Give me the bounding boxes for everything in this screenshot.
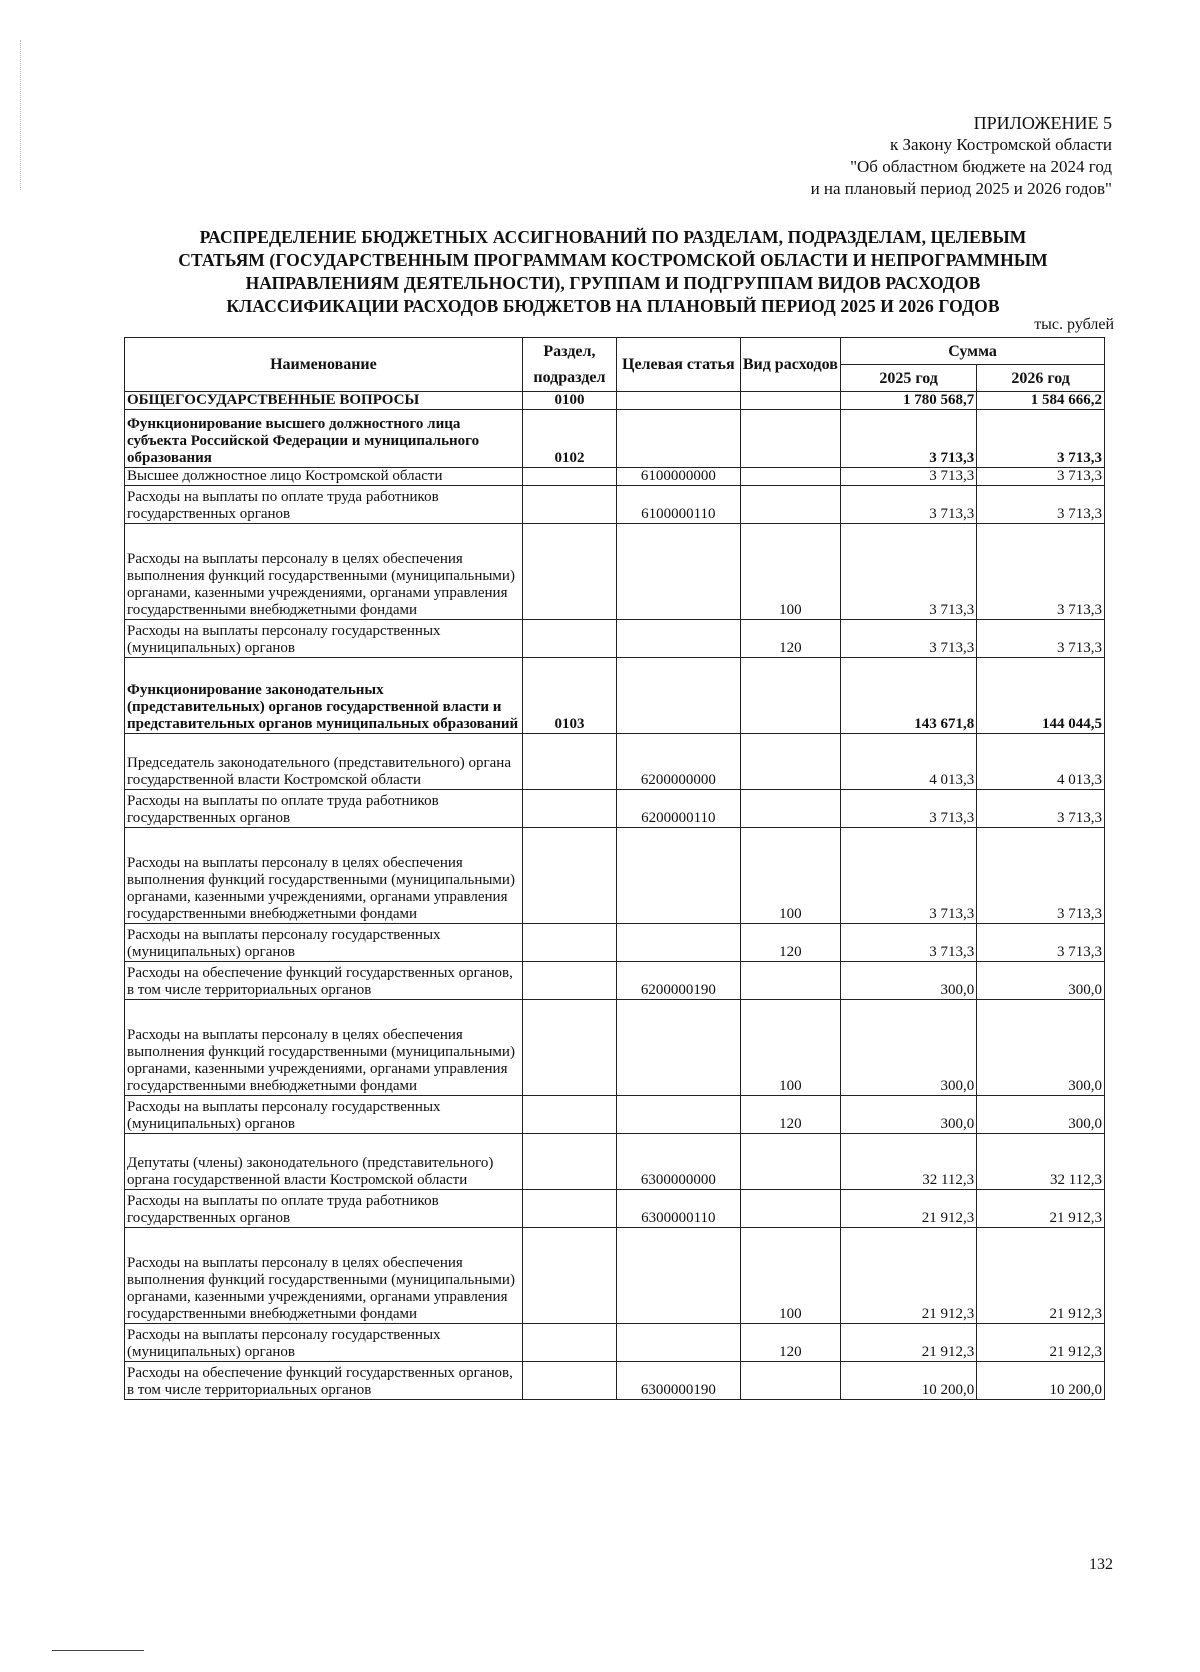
row-name: Председатель законодательного (представительного) органа государственной власти Костромской области: [125, 734, 523, 790]
row-2025: 300,0: [841, 962, 977, 1000]
row-name: Расходы на обеспечение функций государственных органов, в том числе территориальных органов: [125, 962, 523, 1000]
row-section: [522, 620, 616, 658]
row-name: Расходы на обеспечение функций государственных органов, в том числе территориальных органов: [125, 1362, 523, 1400]
title-line: НАПРАВЛЕНИЯМ ДЕЯТЕЛЬНОСТИ), ГРУППАМ И ПОДГРУППАМ ВИДОВ РАСХОДОВ: [245, 273, 981, 293]
row-section: 0100: [522, 392, 616, 410]
table-row: [125, 734, 1105, 790]
row-2026: 300,0: [977, 962, 1105, 1000]
row-target: [617, 828, 741, 924]
row-kind: 100: [740, 524, 841, 620]
row-2026: 3 713,3: [977, 524, 1105, 620]
table-row: [125, 392, 1105, 410]
row-name: Расходы на выплаты персоналу в целях обеспечения выполнения функций государственными (муниципальными) органами, казенными учреждениями, органами управления государственными внебюджетными фондами: [125, 524, 523, 620]
table-row: [125, 1324, 1105, 1362]
row-2026: 21 912,3: [977, 1228, 1105, 1324]
appendix-law-period: и на плановый период 2025 и 2026 годов": [810, 179, 1112, 198]
row-2026: 3 713,3: [977, 828, 1105, 924]
row-name: Расходы на выплаты персоналу государственных (муниципальных) органов: [125, 1096, 523, 1134]
table-row: [125, 1362, 1105, 1400]
title-line: РАСПРЕДЕЛЕНИЕ БЮДЖЕТНЫХ АССИГНОВАНИЙ ПО РАЗДЕЛАМ, ПОДРАЗДЕЛАМ, ЦЕЛЕВЫМ: [199, 227, 1027, 247]
row-2025: 21 912,3: [841, 1228, 977, 1324]
row-kind: [740, 790, 841, 828]
row-2026: 3 713,3: [977, 468, 1105, 486]
row-kind: [740, 734, 841, 790]
row-2025: 32 112,3: [841, 1134, 977, 1190]
row-target: 6200000110: [617, 790, 741, 828]
row-name: Расходы на выплаты по оплате труда работников государственных органов: [125, 486, 523, 524]
row-section: [522, 924, 616, 962]
row-kind: [740, 1190, 841, 1228]
row-2025: 3 713,3: [841, 410, 977, 468]
row-2025: 3 713,3: [841, 486, 977, 524]
units-label: тыс. рублей: [1034, 316, 1114, 333]
row-2026: 4 013,3: [977, 734, 1105, 790]
table-row: [125, 1134, 1105, 1190]
row-2025: 3 713,3: [841, 790, 977, 828]
row-2026: 21 912,3: [977, 1324, 1105, 1362]
row-kind: [740, 1362, 841, 1400]
row-section: [522, 790, 616, 828]
row-target: 6300000190: [617, 1362, 741, 1400]
row-kind: 100: [740, 1228, 841, 1324]
title-line: КЛАССИФИКАЦИИ РАСХОДОВ БЮДЖЕТОВ НА ПЛАНОВЫЙ ПЕРИОД 2025 И 2026 ГОДОВ: [226, 296, 1000, 316]
row-section: 0102: [522, 410, 616, 468]
row-2026: 300,0: [977, 1096, 1105, 1134]
appendix-header: [512, 112, 1112, 200]
row-2025: 3 713,3: [841, 524, 977, 620]
table-row: [125, 1228, 1105, 1324]
scan-margin-mark: [20, 40, 21, 190]
header-2025: 2025 год: [841, 365, 977, 392]
row-2026: 3 713,3: [977, 620, 1105, 658]
row-name: Расходы на выплаты персоналу государственных (муниципальных) органов: [125, 924, 523, 962]
row-2025: 3 713,3: [841, 468, 977, 486]
row-name: Расходы на выплаты персоналу государственных (муниципальных) органов: [125, 1324, 523, 1362]
row-2026: 3 713,3: [977, 924, 1105, 962]
row-2026: 32 112,3: [977, 1134, 1105, 1190]
row-kind: 100: [740, 828, 841, 924]
table-row: [125, 658, 1105, 734]
row-2025: 143 671,8: [841, 658, 977, 734]
appendix-number: ПРИЛОЖЕНИЕ 5: [973, 113, 1112, 133]
row-section: [522, 1134, 616, 1190]
row-section: [522, 486, 616, 524]
table-row: [125, 486, 1105, 524]
row-2026: 144 044,5: [977, 658, 1105, 734]
header-row: [125, 338, 1105, 365]
table-row: [125, 962, 1105, 1000]
row-section: [522, 1228, 616, 1324]
row-section: [522, 1000, 616, 1096]
row-target: [617, 524, 741, 620]
row-target: 6300000000: [617, 1134, 741, 1190]
row-target: [617, 1228, 741, 1324]
row-2025: 3 713,3: [841, 620, 977, 658]
row-target: [617, 1000, 741, 1096]
row-2026: 3 713,3: [977, 486, 1105, 524]
row-kind: 120: [740, 924, 841, 962]
row-name: Расходы на выплаты персоналу государственных (муниципальных) органов: [125, 620, 523, 658]
table-body: [125, 392, 1105, 1400]
row-target: [617, 392, 741, 410]
row-kind: 120: [740, 620, 841, 658]
row-name: Депутаты (члены) законодательного (представительного) органа государственной власти Костромской области: [125, 1134, 523, 1190]
row-name: Расходы на выплаты персоналу в целях обеспечения выполнения функций государственными (муниципальными) органами, казенными учреждениями, органами управления государственными внебюджетными фондами: [125, 828, 523, 924]
row-target: 6200000000: [617, 734, 741, 790]
row-2025: 300,0: [841, 1000, 977, 1096]
row-kind: [740, 468, 841, 486]
row-section: [522, 1190, 616, 1228]
row-target: 6300000110: [617, 1190, 741, 1228]
row-section: [522, 962, 616, 1000]
row-kind: 120: [740, 1324, 841, 1362]
page-number: 132: [1089, 1556, 1113, 1573]
row-name: ОБЩЕГОСУДАРСТВЕННЫЕ ВОПРОСЫ: [125, 392, 523, 410]
row-section: [522, 468, 616, 486]
table-row: [125, 524, 1105, 620]
table-row: [125, 1000, 1105, 1096]
table-row: [125, 1096, 1105, 1134]
row-target: [617, 620, 741, 658]
appendix-law: к Закону Костромской области: [890, 135, 1112, 154]
table-row: [125, 1190, 1105, 1228]
row-section: [522, 1362, 616, 1400]
row-kind: [740, 658, 841, 734]
row-section: [522, 734, 616, 790]
row-2026: 10 200,0: [977, 1362, 1105, 1400]
table-row: [125, 790, 1105, 828]
row-target: [617, 1096, 741, 1134]
appendix-law-title: "Об областном бюджете на 2024 год: [850, 157, 1112, 176]
row-kind: [740, 410, 841, 468]
row-2025: 3 713,3: [841, 924, 977, 962]
row-name: Расходы на выплаты персоналу в целях обеспечения выполнения функций государственными (муниципальными) органами, казенными учреждениями, органами управления государственными внебюджетными фондами: [125, 1228, 523, 1324]
row-2026: 1 584 666,2: [977, 392, 1105, 410]
row-2025: 3 713,3: [841, 828, 977, 924]
row-target: [617, 1324, 741, 1362]
row-name: Расходы на выплаты по оплате труда работников государственных органов: [125, 1190, 523, 1228]
table-row: [125, 620, 1105, 658]
header-kind: Вид расходов: [740, 338, 841, 392]
header-target: Целевая статья: [617, 338, 741, 392]
row-section: 0103: [522, 658, 616, 734]
row-name: Высшее должностное лицо Костромской области: [125, 468, 523, 486]
row-name: Функционирование законодательных (представительных) органов государственной власти и представительных органов муниципальных образований: [125, 658, 523, 734]
row-kind: [740, 962, 841, 1000]
header-2026: 2026 год: [977, 365, 1105, 392]
document-title: [120, 226, 1106, 318]
row-section: [522, 1096, 616, 1134]
row-kind: 100: [740, 1000, 841, 1096]
title-line: СТАТЬЯМ (ГОСУДАРСТВЕННЫМ ПРОГРАММАМ КОСТРОМСКОЙ ОБЛАСТИ И НЕПРОГРАММНЫМ: [178, 250, 1048, 270]
header-sum: Сумма: [841, 338, 1105, 365]
table-row: [125, 924, 1105, 962]
row-section: [522, 524, 616, 620]
row-section: [522, 828, 616, 924]
row-kind: [740, 486, 841, 524]
row-2026: 3 713,3: [977, 790, 1105, 828]
row-name: Расходы на выплаты по оплате труда работников государственных органов: [125, 790, 523, 828]
row-target: [617, 658, 741, 734]
header-section: Раздел, подраздел: [522, 338, 616, 392]
row-2026: 21 912,3: [977, 1190, 1105, 1228]
table-row: [125, 468, 1105, 486]
row-name: Функционирование высшего должностного лица субъекта Российской Федерации и муниципального образования: [125, 410, 523, 468]
row-target: [617, 410, 741, 468]
row-2025: 21 912,3: [841, 1324, 977, 1362]
row-target: 6200000190: [617, 962, 741, 1000]
row-2025: 10 200,0: [841, 1362, 977, 1400]
table-row: [125, 828, 1105, 924]
row-kind: [740, 1134, 841, 1190]
row-2025: 4 013,3: [841, 734, 977, 790]
row-kind: 120: [740, 1096, 841, 1134]
budget-table: [124, 337, 1105, 1400]
header-name: Наименование: [125, 338, 523, 392]
row-target: 6100000000: [617, 468, 741, 486]
row-section: [522, 1324, 616, 1362]
row-2025: 21 912,3: [841, 1190, 977, 1228]
row-2025: 1 780 568,7: [841, 392, 977, 410]
row-target: [617, 924, 741, 962]
row-target: 6100000110: [617, 486, 741, 524]
table-row: [125, 410, 1105, 468]
row-name: Расходы на выплаты персоналу в целях обеспечения выполнения функций государственными (муниципальными) органами, казенными учреждениями, органами управления государственными внебюджетными фондами: [125, 1000, 523, 1096]
row-2025: 300,0: [841, 1096, 977, 1134]
footer-line: [52, 1650, 144, 1651]
row-2026: 3 713,3: [977, 410, 1105, 468]
row-2026: 300,0: [977, 1000, 1105, 1096]
row-kind: [740, 392, 841, 410]
